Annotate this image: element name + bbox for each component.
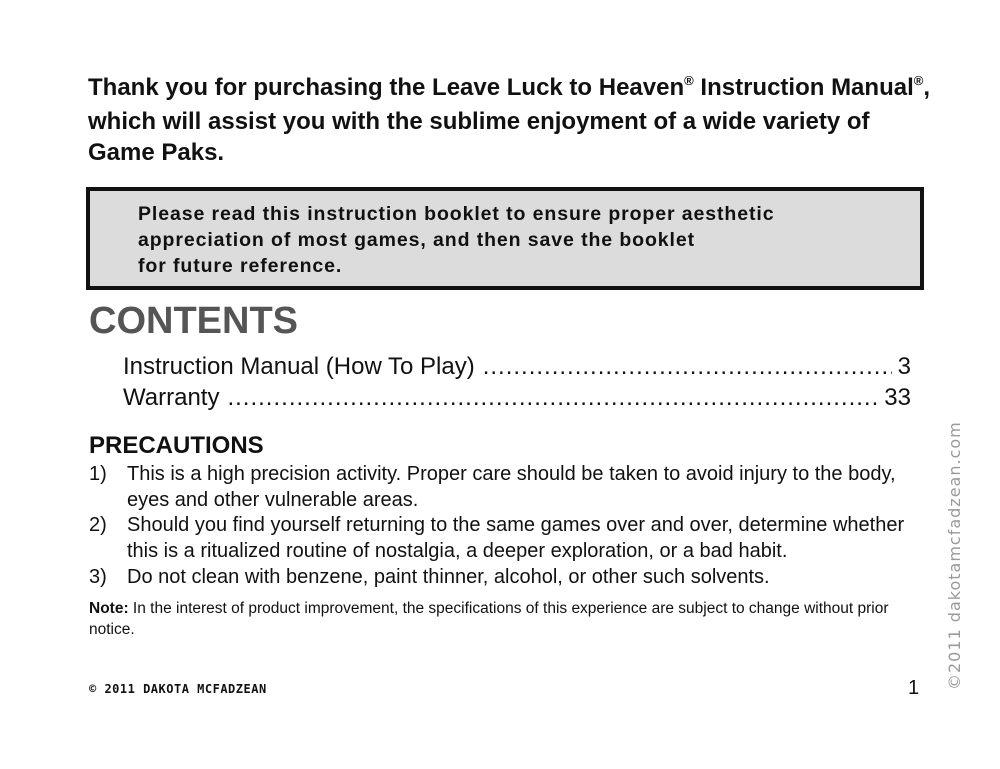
notice-line-1: Please read this instruction booklet to ensure proper aesthetic — [138, 203, 775, 225]
registered-mark-2: ® — [913, 73, 924, 88]
registered-mark-1: ® — [684, 73, 694, 88]
intro-text-1: Thank you for purchasing the Leave Luck to Heaven — [88, 74, 685, 101]
note-paragraph — [89, 598, 889, 640]
toc-leader-dots — [227, 383, 878, 413]
precaution-text: Do not clean with benzene, paint thinner, alcohol, or other such solvents. — [127, 566, 770, 588]
notice-box — [86, 187, 924, 290]
toc-entry-instruction-manual — [123, 352, 911, 382]
toc-entry-label: Warranty — [123, 384, 220, 411]
precaution-text: This is a high precision activity. Proper care should be taken to avoid injury to the body, eyes and other vulnerable areas. — [127, 463, 896, 511]
toc-entry-page: 33 — [884, 384, 911, 411]
notice-line-3: for future reference. — [138, 255, 343, 277]
toc-entry-page: 3 — [897, 353, 911, 380]
copyright-footer: © 2011 DAKOTA MCFADZEAN — [89, 682, 267, 696]
toc-entry-label: Instruction Manual (How To Play) — [123, 353, 475, 380]
toc-leader-dots — [483, 352, 892, 382]
precaution-number: 1) — [89, 463, 107, 485]
intro-text-2: Instruction Manual — [693, 74, 914, 101]
intro-paragraph — [88, 72, 938, 168]
precaution-number: 3) — [89, 566, 107, 588]
note-text: In the interest of product improvement, the specifications of this experience are subject to change without prior notice. — [89, 600, 889, 638]
contents-title: CONTENTS — [89, 300, 298, 342]
page-number: 1 — [908, 677, 920, 699]
watermark: ©2011 dakotamcfadzean.com — [945, 421, 964, 690]
note-label: Note: — [89, 600, 129, 617]
precaution-text: Should you find yourself returning to the same games over and over, determine whether this is a ritualized routine of nostalgia, a deeper exploration, or a bad habit. — [127, 514, 905, 562]
intro-text-3: , which will assist you with the sublime enjoyment of a wide variety of Game Paks. — [88, 74, 931, 166]
notice-line-2: appreciation of most games, and then save the booklet — [138, 229, 695, 251]
precautions-title: PRECAUTIONS — [89, 432, 264, 459]
notice-text — [138, 201, 774, 279]
toc-entry-warranty — [123, 383, 911, 413]
precaution-number: 2) — [89, 514, 107, 536]
